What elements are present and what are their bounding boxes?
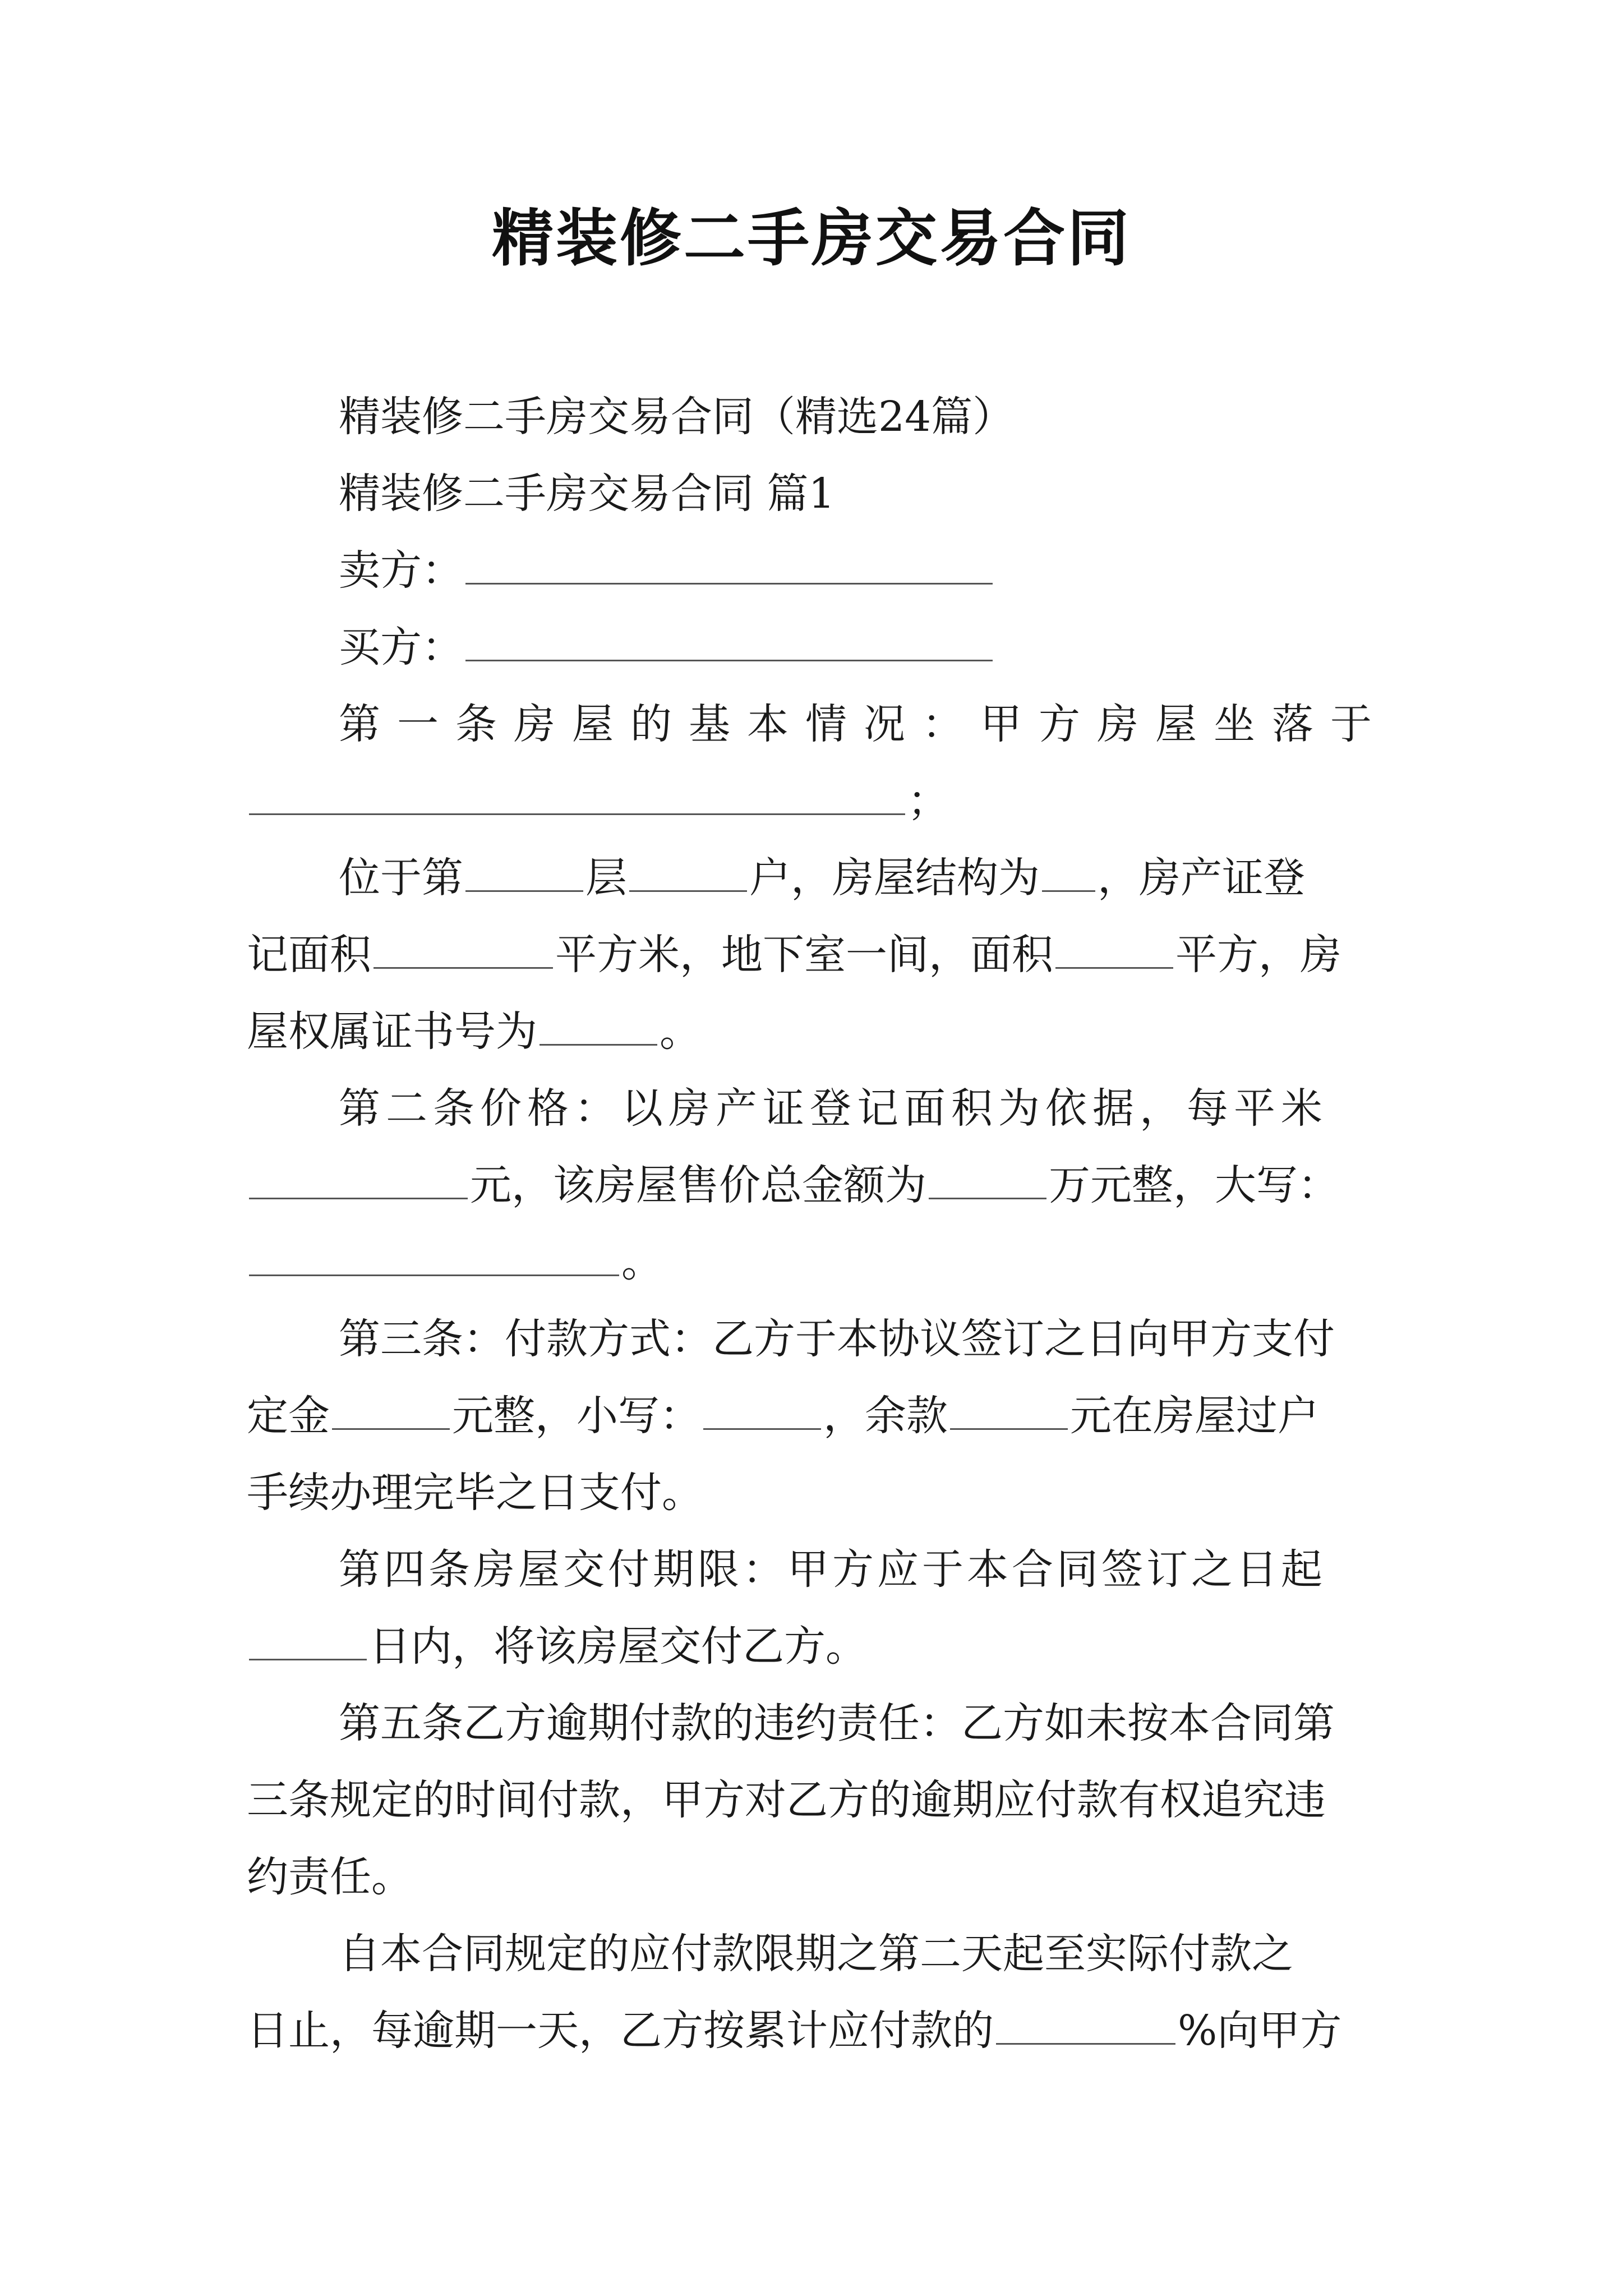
balance-blank — [950, 1387, 1068, 1430]
contract-body — [247, 379, 1394, 2069]
seller-label: 卖方： — [339, 546, 463, 595]
article-3-text-5: 元在房屋过户 — [1070, 1392, 1319, 1440]
page-title: 精装修二手房交易合同 — [492, 203, 1131, 274]
article-3-text-1: 第三条：付款方式：乙方于本协议签订之日向甲方支付 — [339, 1315, 1335, 1363]
address-blank — [249, 772, 905, 815]
location-text-7: 平方，房 — [1175, 931, 1341, 979]
location-text-5: 记面积 — [247, 931, 371, 979]
article-3-line-3 — [247, 1455, 1394, 1531]
article-4-text-2: 日内，将该房屋交付乙方。 — [369, 1622, 867, 1671]
location-text-3: 户，房屋结构为 — [749, 854, 1040, 902]
article-3-line-2 — [247, 1378, 1394, 1455]
article-2-text-4: 。 — [621, 1238, 663, 1286]
article-4-text-1: 第四条房屋交付期限：甲方应于本合同签订之日起 — [339, 1545, 1326, 1594]
article-5-text-2: 三条规定的时间付款，甲方对乙方的逾期应付款有权追究违 — [247, 1776, 1326, 1824]
article-2-text-1: 第二条价格：以房产证登记面积为依据，每平米 — [339, 1084, 1328, 1133]
late-payment-line-2 — [247, 1993, 1394, 2069]
article-5-text-1: 第五条乙方逾期付款的违约责任：乙方如未按本合同第 — [339, 1699, 1335, 1747]
article-1-line — [247, 686, 1394, 763]
seller-blank — [465, 541, 993, 585]
article-2-line-3 — [247, 1224, 1394, 1301]
buyer-line — [247, 609, 1394, 686]
seller-line — [247, 532, 1394, 609]
article-2-line-1 — [247, 1070, 1394, 1147]
deposit-blank — [332, 1387, 450, 1430]
location-text-2: 层 — [585, 854, 627, 902]
article-2-text-3: 万元整，大写： — [1049, 1161, 1339, 1209]
article-3-line-1 — [247, 1301, 1394, 1378]
buyer-label: 买方： — [339, 623, 463, 671]
article-3-text-3: 元整，小写： — [452, 1392, 701, 1440]
delivery-days-blank — [249, 1617, 367, 1660]
location-text-4: ，房产证登 — [1098, 854, 1305, 902]
deposit-figure-blank — [703, 1387, 821, 1430]
structure-blank — [1042, 849, 1095, 892]
location-line-2 — [247, 917, 1394, 993]
location-text-6: 平方米，地下室一间，面积 — [555, 931, 1053, 979]
basement-area-blank — [1055, 926, 1173, 969]
section-heading: 精装修二手房交易合同 篇1 — [339, 470, 835, 518]
late-payment-text-2: 日止，每逾期一天，乙方按累计应付款的 — [247, 2007, 994, 2055]
article-5-line-1 — [247, 1685, 1394, 1762]
floor-blank — [465, 849, 583, 892]
article-3-text-2: 定金 — [247, 1392, 330, 1440]
price-in-words-blank — [249, 1233, 619, 1276]
article-3-text-6: 手续办理完毕之日支付。 — [247, 1469, 703, 1517]
total-price-blank — [929, 1156, 1046, 1199]
article-1-address-line — [247, 763, 1394, 840]
location-line-3 — [247, 993, 1394, 1070]
late-payment-line-1 — [247, 1916, 1394, 1993]
area-blank — [374, 926, 553, 969]
location-text-1: 位于第 — [339, 854, 463, 902]
article-5-line-3 — [247, 1839, 1394, 1916]
article-1-end: ； — [907, 777, 949, 825]
buyer-blank — [465, 618, 993, 661]
article-2-text-2: 元，该房屋售价总金额为 — [470, 1161, 926, 1209]
certificate-number-blank — [540, 1002, 657, 1046]
article-3-text-4: ，余款 — [823, 1392, 948, 1440]
article-2-line-2 — [247, 1147, 1394, 1224]
location-line-1 — [247, 840, 1394, 917]
unit-blank — [629, 849, 747, 892]
article-4-line-1 — [247, 1531, 1394, 1608]
late-payment-text-3: %向甲方 — [1178, 2007, 1342, 2055]
location-text-9: 。 — [660, 1007, 701, 1056]
location-text-8: 屋权属证书号为 — [247, 1007, 537, 1056]
article-5-text-3: 约责任。 — [247, 1853, 413, 1901]
late-payment-text-1: 自本合同规定的应付款限期之第二天起至实际付款之 — [339, 1930, 1293, 1978]
subtitle: 精装修二手房交易合同（精选24篇） — [339, 393, 1015, 441]
price-per-sqm-blank — [249, 1156, 468, 1199]
article-5-line-2 — [247, 1762, 1394, 1839]
article-1-text: 第一条房屋的基本情况：甲方房屋坐落于 — [339, 700, 1389, 748]
penalty-rate-blank — [996, 2001, 1175, 2045]
article-4-line-2 — [247, 1608, 1394, 1685]
